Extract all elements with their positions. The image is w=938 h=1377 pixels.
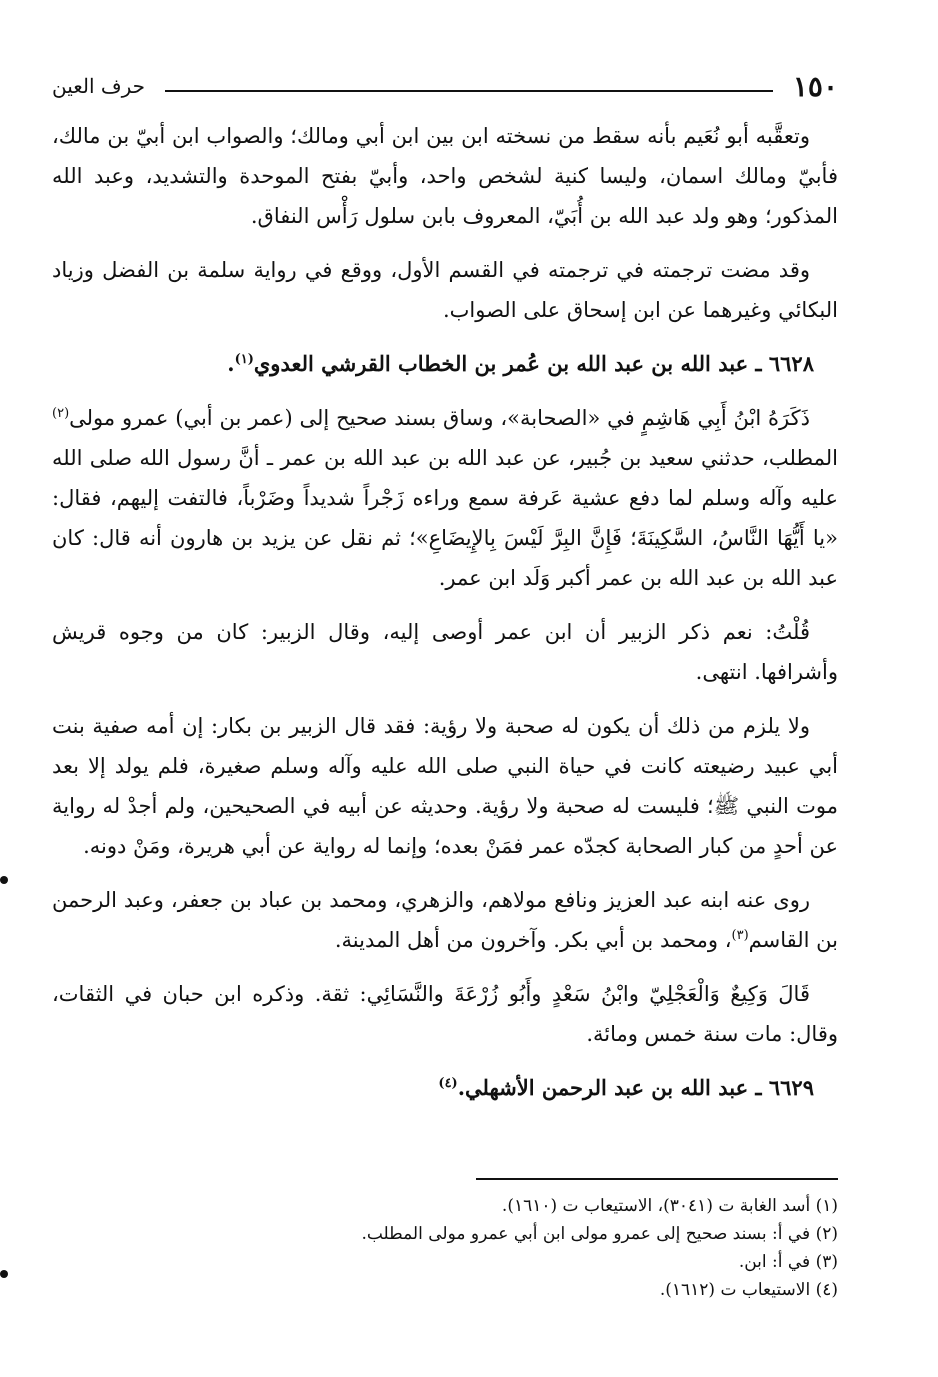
entry-heading-text: ٦٦٢٩ ـ عبد الله بن عبد الرحمن الأشهلي: [465, 1075, 814, 1100]
paragraph: قَالَ وَكِيعٌ وَالْعَجْلِيّ وابْنُ سَعْدٍ وأَبُو زُرْعَةَ والنَّسَائِي: ثقة. وذكره ابن حبان في الثقات، وقال: مات سنة خمس ومائة.: [52, 982, 838, 1046]
header-rule: [165, 90, 773, 92]
footnote: (٣) في أ: ابن.: [738, 1252, 838, 1272]
paragraph-text: ذَكَرَهُ ابْنُ أَبِي هَاشِمٍ في «الصحابة»، وساق بسند صحيح إلى (عمر بن أبي) عمرو مولى: [69, 406, 810, 430]
page-header: [52, 66, 838, 106]
footnotes: [52, 1192, 838, 1304]
footnote-rule: [476, 1178, 838, 1180]
paragraph-text: المطلب، حدثني سعيد بن جُبير، عن عبد الله بن عبد الله بن عمر ـ أنَّ رسول الله صلى الله عليه وآله وسلم لما دفع عشية عَرفة سمع وراءه زَجْراً شديداً وضَرْباً، فالتفت إليهم، فقال: «يا أَيُّهَا النَّاسُ، السَّكِينَةَ؛ فَإِنَّ البِرَّ لَيْسَ بِالإِيضَاعِ»؛ ثم نقل عن يزيد بن هارون أنه قال: كان عبد الله بن عبد الله بن عمر أكبر وَلَد ابن عمر.: [52, 446, 838, 590]
paragraph: وتعقَّبه أبو نُعَيم بأنه سقط من نسخته ابن بين ابن أبي ومالك؛ والصواب ابن أبيّ بن مالك، فأبيّ ومالك اسمان، وليسا كنية لشخص واحد، وأبيّ بفتح الموحدة والتشديد، وعبد الله المذكور؛ وهو ولد عبد الله بن أُبَيّ، المعروف بابن سلول رَأْس النفاق.: [52, 124, 838, 228]
footnote: (١) أسد الغابة ت (٣٠٤١)، الاستيعاب ت (١٦١٠).: [501, 1196, 838, 1216]
entry-heading-end: .: [227, 351, 235, 376]
paragraph: [52, 880, 838, 960]
entry-heading-6628: [52, 344, 838, 384]
paragraph-text: روى عنه ابنه عبد العزيز ونافع مولاهم، والزهري، ومحمد بن عباد بن جعفر، وعبد الرحمن بن القاسم: [52, 888, 838, 952]
book-page: [52, 0, 838, 1377]
paragraph: [52, 398, 838, 598]
running-head: حرف العين: [52, 74, 146, 98]
paragraph: قُلْتُ: نعم ذكر الزبير أن ابن عمر أوصى إليه، وقال الزبير: كان من وجوه قريش وأشرافها. انتهى.: [52, 620, 838, 684]
entry-heading-6629: [52, 1068, 838, 1108]
entry-heading-end: .: [457, 1075, 466, 1100]
paragraph: ولا يلزم من ذلك أن يكون له صحبة ولا رؤية: فقد قال الزبير بن بكار: إن أمه صفية بنت أبي عبيد رضيعته كانت في حياة النبي صلى الله عليه وآله وسلم صغيرة، فلم يولد إلا بعد موت النبي ﷺ؛ فليست له صحبة ولا رؤية. وحديثه عن أبيه في الصحيحين، ولم أجدْ له رواية عن أحدٍ من كبار الصحابة كجدّه عمر فمَنْ بعده؛ وإنما له رواية عن أبي هريرة، ومَنْ دونه.: [52, 714, 838, 858]
scan-edge-mark: [0, 1270, 8, 1278]
page-number: ١٥٠: [792, 69, 838, 103]
footnote: (٢) في أ: بسند صحيح إلى عمرو مولى ابن أبي عمرو مولى المطلب.: [361, 1224, 838, 1244]
footnote-ref: (٣): [731, 928, 749, 943]
entry-heading-text: ٦٦٢٨ ـ عبد الله بن عبد الله بن عُمر بن الخطاب القرشي العدوي: [253, 351, 814, 376]
footnote-ref: (٢): [52, 406, 70, 421]
footnote: (٤) الاستيعاب ت (١٦١٢).: [659, 1280, 838, 1300]
paragraph-text: ، ومحمد بن أبي بكر. وآخرون من أهل المدينة.: [334, 928, 732, 952]
footnote-ref: (١): [234, 352, 254, 367]
paragraph: وقد مضت ترجمته في ترجمته في القسم الأول، ووقع في رواية سلمة بن الفضل وزياد البكائي وغيرهما عن ابن إسحاق على الصواب.: [52, 258, 838, 322]
scan-edge-mark: [0, 876, 8, 884]
footnote-ref: (٤): [438, 1076, 458, 1091]
page-body: [52, 116, 838, 1122]
